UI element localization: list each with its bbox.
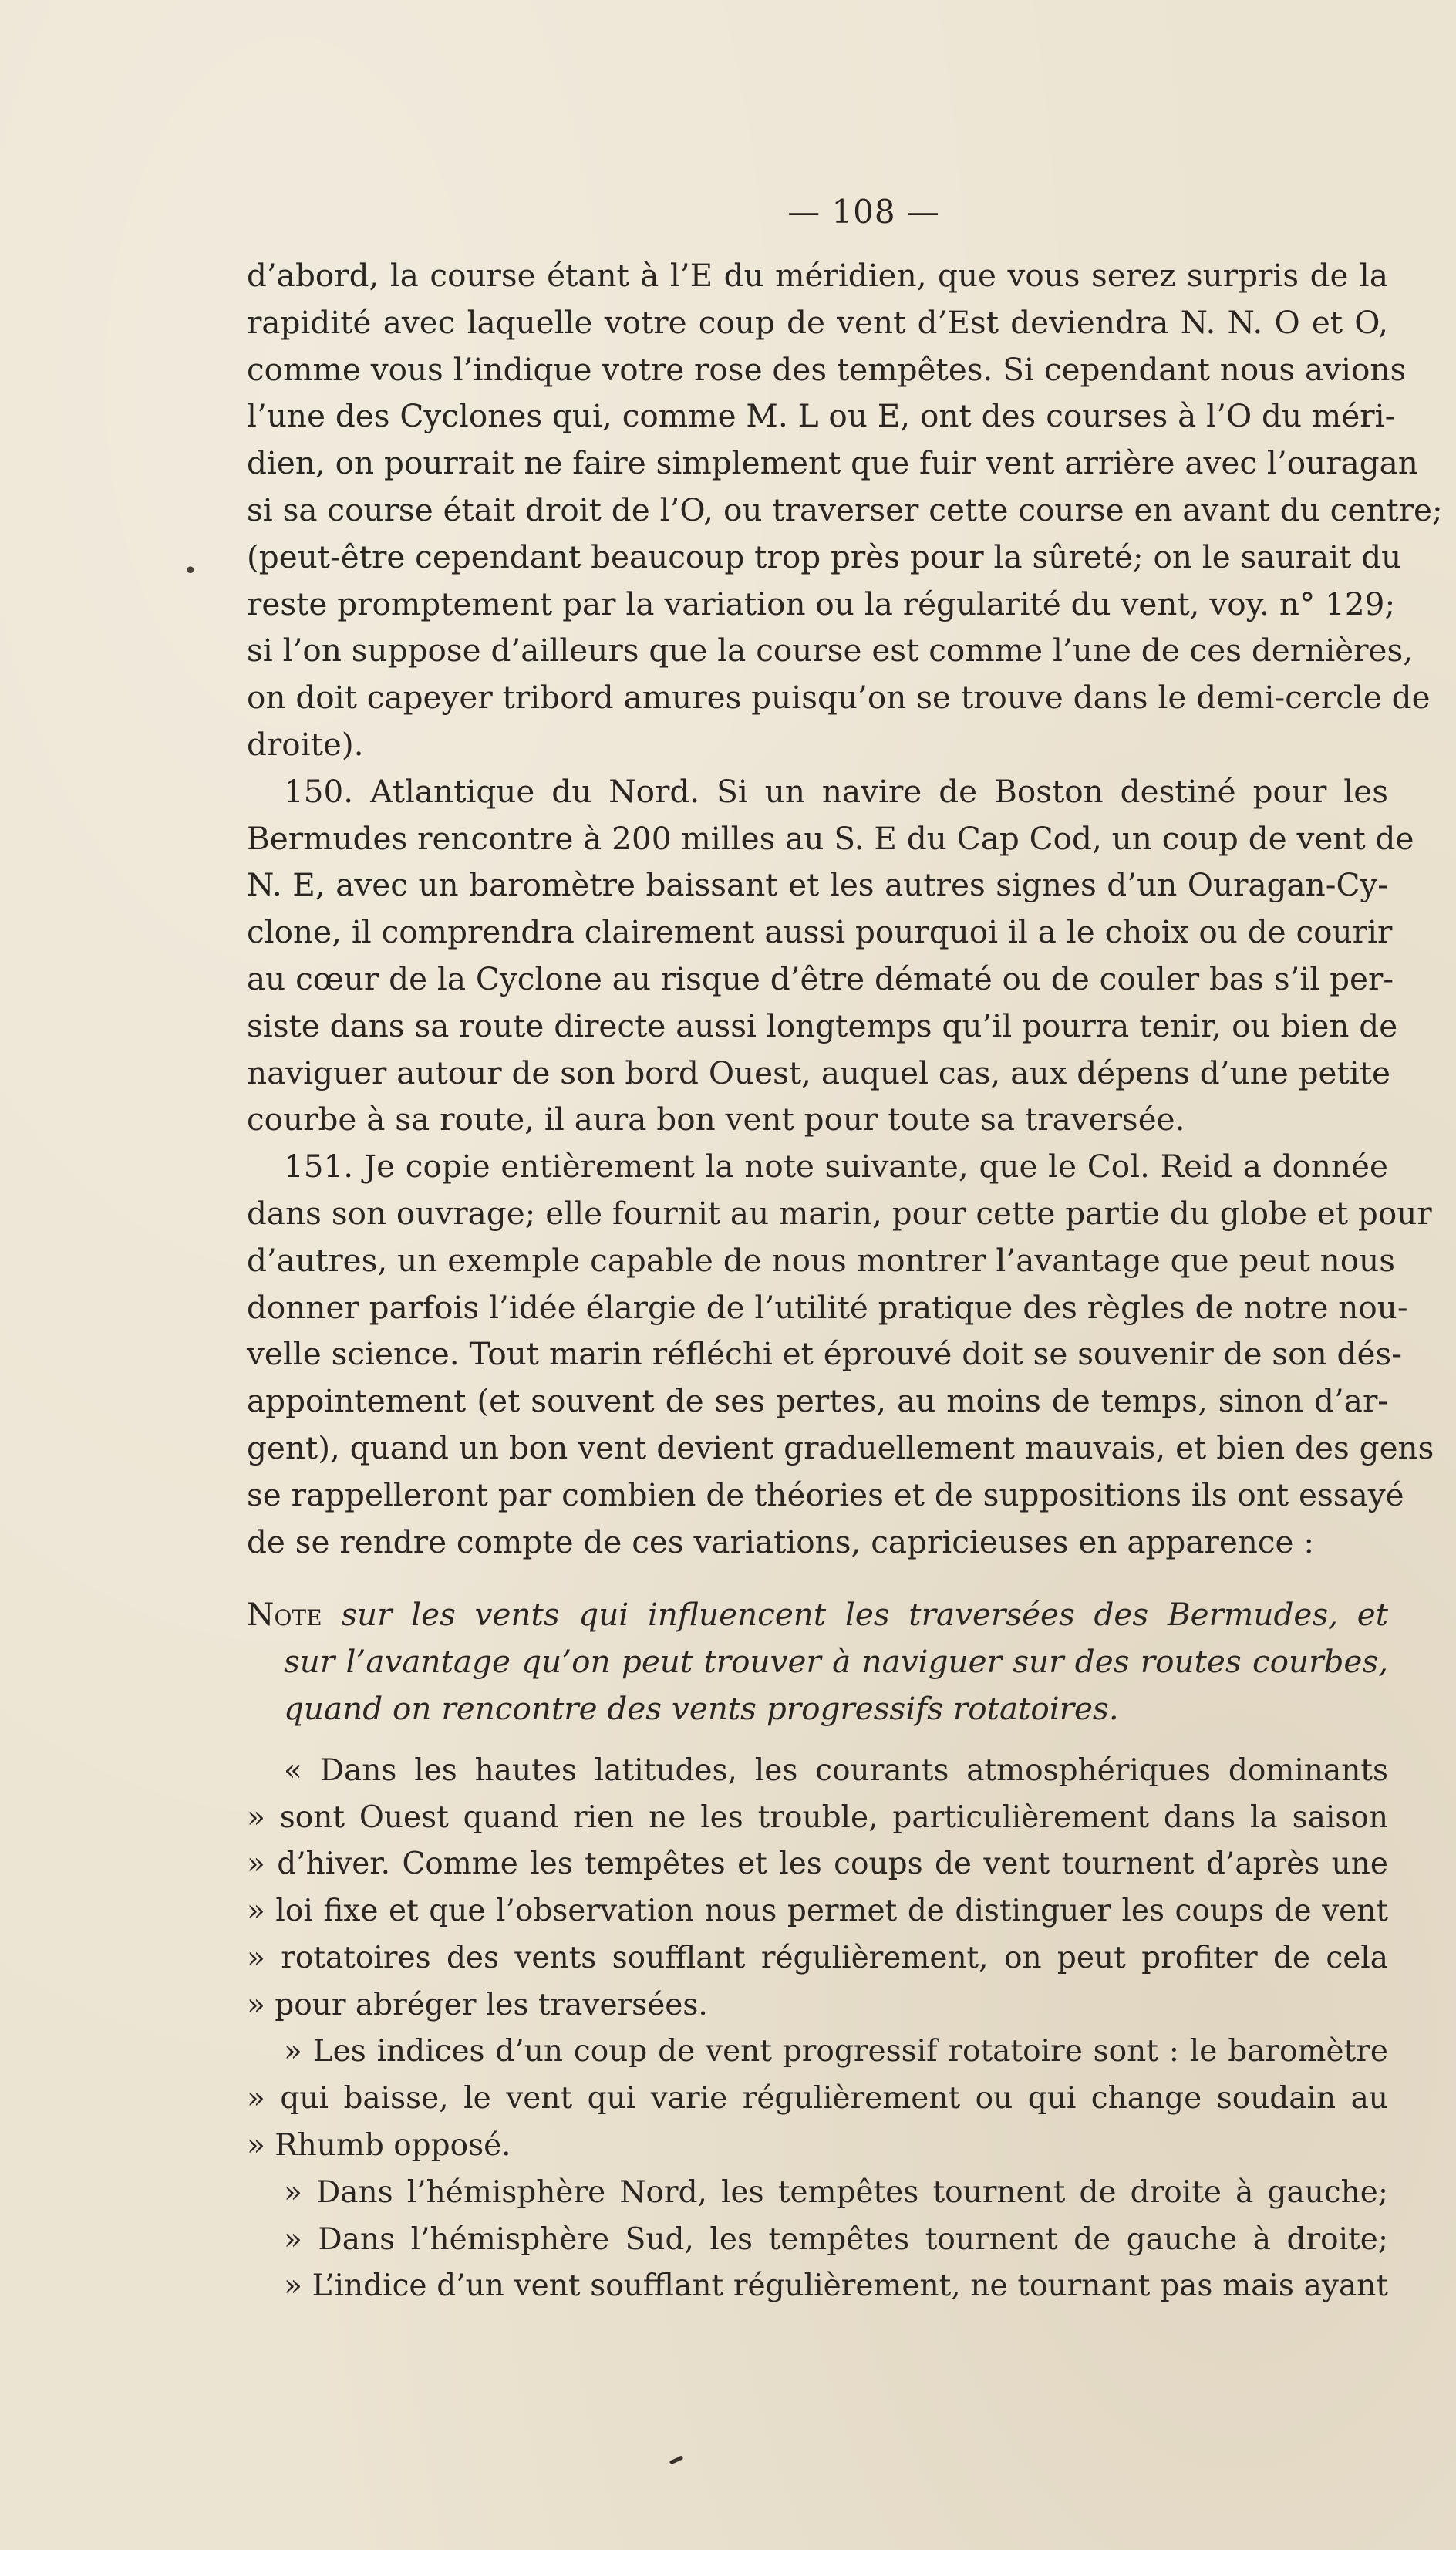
text-line: droite).	[247, 725, 364, 763]
text-line: gent), quand un bon vent devient graduellement mauvais, et bien des gens	[247, 1428, 1434, 1466]
quote-line: » Dans l’hémisphère Nord, les tempêtes tournent de droite à gauche;	[284, 2174, 1388, 2210]
text-line: si sa course était droit de l’O, ou traverser cette course en avant du centre;	[247, 491, 1443, 528]
note-line: sur l’avantage qu’on peut trouver à naviguer sur des routes courbes,	[284, 1643, 1388, 1681]
text-line: reste promptement par la variation ou la régularité du vent, voy. n° 129;	[247, 585, 1396, 622]
text-line: courbe à sa route, il aura bon vent pour toute sa traversée.	[247, 1101, 1185, 1138]
body-text	[247, 252, 1443, 1565]
quote-line: « Dans les hautes latitudes, les courants atmosphériques dominants	[284, 1752, 1388, 1788]
section-heading-150: 150. Atlantique du Nord. Si un navire de Boston destiné pour les	[284, 772, 1388, 810]
text-line: (peut-être cependant beaucoup trop près pour la sûreté; on le saurait du	[247, 538, 1402, 575]
text-line: se rappelleront par combien de théories et de suppositions ils ont essayé	[247, 1476, 1404, 1513]
note-block	[247, 1591, 1388, 1732]
text-line: velle science. Tout marin réfléchi et éprouvé doit se souvenir de son dés-	[247, 1335, 1402, 1373]
note-label: Note	[247, 1596, 342, 1634]
quote-line: » Les indices d’un coup de vent progressif rotatoire sont : le baromètre	[284, 2034, 1388, 2069]
margin-mark: •	[184, 558, 197, 585]
quote-line: » loi fixe et que l’observation nous permet de distinguer les coups de vent	[247, 1894, 1388, 1929]
quote-line: » rotatoires des vents soufflant régulièrement, on peut profiter de cela	[247, 1940, 1388, 1975]
page	[247, 193, 1443, 2310]
text-line: dans son ouvrage; elle fournit au marin, pour cette partie du globe et pour	[247, 1194, 1432, 1232]
text-line: appointement (et souvent de ses pertes, au moins de temps, sinon d’ar-	[247, 1382, 1388, 1420]
text-line: naviguer autour de son bord Ouest, auquel cas, aux dépens d’une petite	[247, 1054, 1390, 1091]
text-line: clone, il comprendra clairement aussi pourquoi il a le choix ou de courir	[247, 913, 1393, 951]
page-number: — 108 —	[787, 193, 940, 231]
text-line: au cœur de la Cyclone au risque d’être dématé ou de couler bas s’il per-	[247, 960, 1394, 997]
text-line: Bermudes rencontre à 200 milles au S. E du Cap Cod, un coup de vent de	[247, 819, 1414, 857]
text-line: N. E, avec un baromètre baissant et les autres signes d’un Ouragan-Cy-	[247, 866, 1388, 904]
text-line: d’autres, un exemple capable de nous montrer l’avantage que peut nous	[247, 1241, 1395, 1279]
quote-line: » pour abréger les traversées.	[247, 1987, 708, 2022]
text-line: comme vous l’indique votre rose des tempêtes. Si cependant nous avions	[247, 350, 1407, 388]
quote-line: » qui baisse, le vent qui varie régulièrement ou qui change soudain au	[247, 2081, 1388, 2117]
quote-line: » Dans l’hémisphère Sud, les tempêtes tournent de gauche à droite;	[284, 2221, 1388, 2257]
text-line: dien, on pourrait ne faire simplement que fuir vent arrière avec l’ouragan	[247, 444, 1418, 482]
quote-line: » sont Ouest quand rien ne les trouble, particulièrement dans la saison	[247, 1800, 1388, 1835]
ink-speck	[669, 2455, 683, 2464]
text-line: donner parfois l’idée élargie de l’utilité pratique des règles de notre nou-	[247, 1288, 1408, 1326]
text-line: l’une des Cyclones qui, comme M. L ou E, ont des courses à l’O du méri-	[247, 397, 1396, 435]
note-line: sur les vents qui influencent les traversées des Bermudes, et	[341, 1596, 1388, 1634]
text-line: si l’on suppose d’ailleurs que la course est comme l’une de ces dernières,	[247, 632, 1414, 670]
quoted-passage	[247, 1748, 1388, 2311]
text-line: d’abord, la course étant à l’E du méridien, que vous serez surpris de la	[247, 257, 1388, 294]
text-line: rapidité avec laquelle votre coup de vent d’Est deviendra N. N. O et O,	[247, 303, 1388, 341]
note-line: quand on rencontre des vents progressifs rotatoires.	[284, 1689, 1119, 1727]
text-line: on doit capeyer tribord amures puisqu’on se trouve dans le demi-cercle de	[247, 679, 1431, 717]
text-line: siste dans sa route directe aussi longtemps qu’il pourra tenir, ou bien de	[247, 1007, 1398, 1044]
quote-line: » d’hiver. Comme les tempêtes et les coups de vent tournent d’après une	[247, 1847, 1388, 1882]
quote-line: » L’indice d’un vent soufflant régulièrement, ne tournant pas mais ayant	[284, 2268, 1388, 2304]
quote-line: » Rhumb opposé.	[247, 2128, 511, 2164]
text-line: de se rendre compte de ces variations, capricieuses en apparence :	[247, 1523, 1315, 1560]
section-heading-151: 151. Je copie entièrement la note suivante, que le Col. Reid a donnée	[284, 1148, 1388, 1186]
